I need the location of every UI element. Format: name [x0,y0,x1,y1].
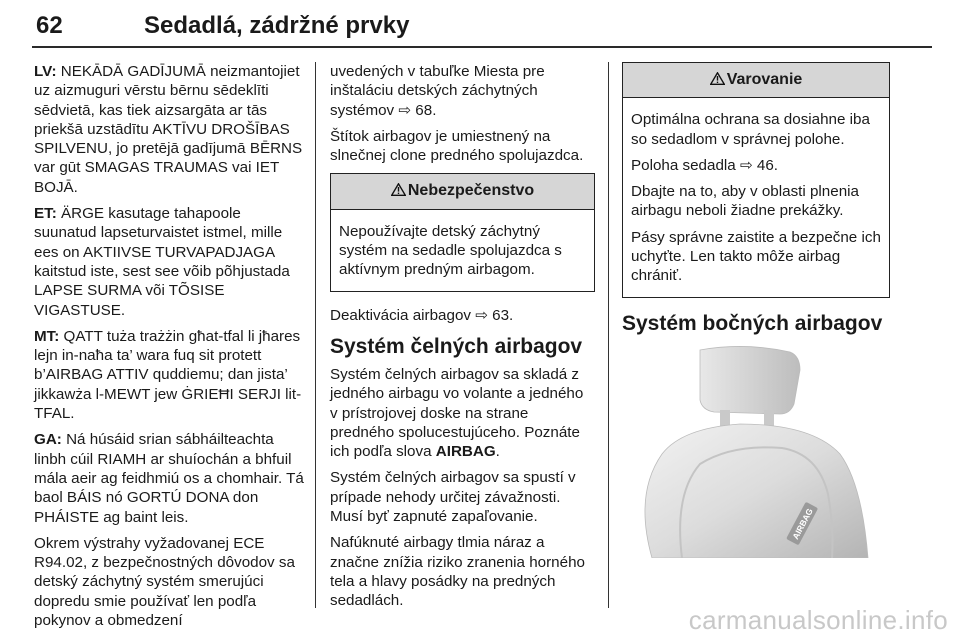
warning-text-obstacles: Dbajte na to, aby v oblasti plnenia airbagu neboli žiadne prekážky. [631,183,859,220]
language-code-ga: GA: [34,431,62,449]
danger-box-title: Nebezpečenstvo [407,182,535,200]
page-reference-link-63[interactable]: ⇨ 63. [470,306,514,324]
paragraph-deactivation [330,306,595,325]
paragraph-airbag-protection: Nafúknuté airbagy tlmia náraz a značne znížia riziko zranenia horného tela a hlavy posádky na predných sedadlách. [330,534,585,610]
column-right [622,62,890,558]
language-code-mt: MT: [34,327,60,345]
watermark: carmanualsonline.info [688,605,948,635]
page-reference-link-46[interactable]: ⇨ 46. [735,156,778,174]
column-middle [330,62,595,618]
warning-text-et: ÄRGE kasutage tahapoole suunatud lapseturvaistet istmel, mille ees on AKTIIVSE TURVAPADJAGA kaitstud iste, sest see võib põhjustada LAPSE SURMA või TÕSISE VIGASTUSE. [34,205,290,319]
paragraph-text: uvedených v tabuľke Miesta pre inštaláciu detských záchytných systémov [330,63,545,119]
warning-text-belts: Pásy správne zaistite a bezpečne ich uchyťte. Len takto môže airbag chrániť. [631,228,881,285]
page-header [32,6,932,48]
warning-text-seat-reference [631,156,881,175]
warning-text-position: Optimálna ochrana sa dosiahne iba so sedadlom v správnej polohe. [631,111,870,148]
warning-box-title: Varovanie [726,71,803,88]
warning-text-ga: Ná húsáid srian sábháilteachta linbh cúil RIAMH ar shuíochán a bhfuil mála aeir ag feidhmiú os a chomhair. Tá baol BÁIS nó GORTÚ DONA don PHÁISTE ag baint leis. [34,431,304,526]
language-code-lv: LV: [34,63,57,80]
paragraph-airbag-composition [330,365,595,461]
paragraph-text-end: . [495,443,500,461]
page-title: Sedadlá, zádržné prvky [144,12,410,39]
section-heading-front-airbags: Systém čelných airbagov [330,334,583,358]
airbag-keyword: AIRBAG [435,443,496,461]
warning-box [622,62,890,298]
warning-text-mt: QATT tuża trażżin għat-tfal li jħares lejn in-naħa ta’ wara fuq sit protett b’AIRBAG ATTIV quddiemu; dan jista’ jikkawża l-MEWT jew ĠRIEĦI SERJI lit-TFAL. [34,327,302,423]
paragraph-airbag-trigger: Systém čelných airbagov sa spustí v prípade nehody určitej závažnosti. Musí byť zapnuté zapaľovanie. [330,469,576,526]
danger-box-text: Nepoužívajte detský záchytný systém na sedadle spolujazdca s aktívnym predným airbagom. [339,222,562,279]
section-heading-side-airbags: Systém bočných airbagov [622,311,883,335]
paragraph-table-reference [330,62,595,120]
warning-paragraph-et [34,204,304,320]
danger-box-header [331,174,594,209]
column-divider-right [608,62,609,608]
paragraph-text: Systém čelných airbagov sa skladá z jedného airbagu vo volante a jedného v prístrojovej doske na strane predného spolucestujúceho. Poznáte ich podľa slova [330,365,584,461]
warning-box-body [623,98,889,296]
paragraph-ece-note: Okrem výstrahy vyžadovanej ECE R94.02, z bezpečnostných dôvodov sa detský záchytný systém smerujúci dopredu smie používať len podľa pokynov a obmedzení [34,534,295,630]
warning-paragraph-mt [34,327,304,423]
seat-side-airbag-illustration [622,344,892,558]
warning-box-header [623,63,889,98]
column-left [34,62,304,637]
warning-paragraph-lv [34,62,304,197]
warning-text-lv: NEKĀDĀ GADĪJUMĀ neizmantojiet uz aizmuguri vērstu bērnu sēdeklīti sēdvietā, kas tiek aizsargāta ar tās priekšā uzstādītu AKTĪVU DROŠĪBAS SPILVENU, jo pretējā gadījumā BĒRNS var gūt SMAGAS TRAUMAS vai IET BOJĀ. [34,63,303,196]
column-divider-left [315,62,316,608]
paragraph-text: Poloha sedadla [631,156,736,174]
danger-box [330,173,595,291]
paragraph-label-location: Štítok airbagov je umiestnený na slnečnej clone predného spolujazdca. [330,127,584,165]
language-code-et: ET: [34,205,57,223]
warning-triangle-icon [391,183,406,196]
page-reference-link-68[interactable]: ⇨ 68. [394,101,437,119]
danger-box-body [331,210,594,291]
page-number: 62 [36,12,63,39]
paragraph-text: Deaktivácia airbagov [330,306,471,324]
warning-paragraph-ga [34,430,304,526]
seat-airbag-tag-text: AIRBAG [790,506,815,541]
warning-triangle-icon [710,72,725,85]
